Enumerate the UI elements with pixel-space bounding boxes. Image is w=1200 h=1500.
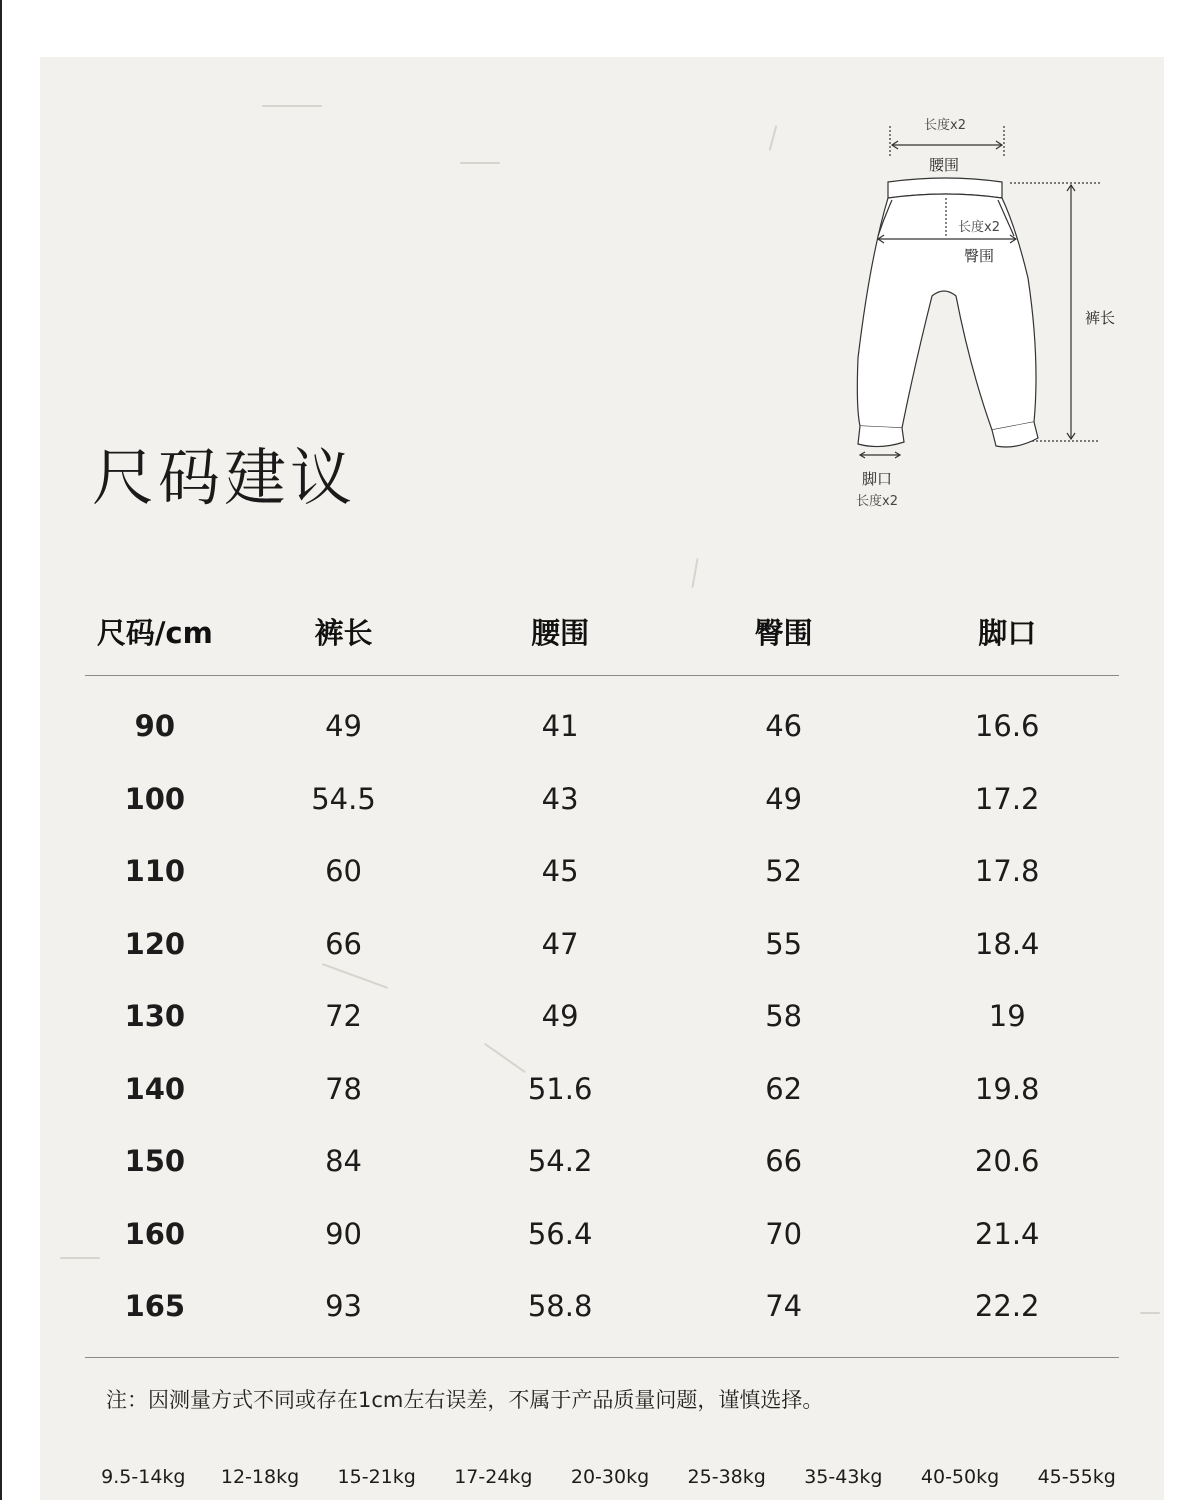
- paper-fleck: [1140, 1312, 1160, 1314]
- hip-label: 臀围: [964, 247, 995, 265]
- weight-range: 17-24kg: [454, 1466, 533, 1488]
- cell-hip: 74: [765, 1289, 803, 1324]
- table-row: [85, 1125, 1119, 1198]
- header-length: 裤长: [314, 616, 373, 650]
- paper-fleck: [262, 105, 322, 107]
- table-row: [85, 1198, 1119, 1271]
- cell-cuff: 21.4: [974, 1216, 1040, 1251]
- cell-hip: 70: [765, 1216, 803, 1251]
- cell-cuff: 18.4: [974, 926, 1040, 961]
- cell-size: 165: [124, 1289, 186, 1324]
- cell-hip: 46: [765, 709, 803, 744]
- length-label: 裤长: [1085, 309, 1116, 327]
- waist-measure-label: 长度x2: [924, 118, 966, 133]
- cell-length: 84: [325, 1144, 362, 1179]
- cell-size: 130: [124, 999, 186, 1034]
- table-row: [85, 908, 1119, 981]
- cell-length: 78: [325, 1071, 362, 1106]
- table-row: [85, 1270, 1119, 1343]
- hip-measure-label: 长度x2: [958, 220, 1000, 235]
- cell-length: 49: [325, 709, 362, 744]
- table-row: [85, 1053, 1119, 1126]
- weight-range: 15-21kg: [337, 1466, 416, 1488]
- page-left-border: [0, 0, 2, 1500]
- weight-range: 45-55kg: [1037, 1466, 1116, 1488]
- weight-range-row: [85, 1466, 1135, 1488]
- cell-waist: 41: [541, 709, 579, 744]
- cell-waist: 56.4: [527, 1216, 593, 1251]
- cell-waist: 47: [541, 926, 579, 961]
- paper-fleck: [691, 558, 698, 588]
- cell-hip: 55: [765, 926, 803, 961]
- cell-length: 93: [325, 1289, 362, 1324]
- size-table: [85, 600, 1119, 1358]
- cell-cuff: 17.2: [974, 781, 1040, 816]
- cell-size: 100: [124, 781, 186, 816]
- cell-length: 60: [325, 854, 362, 889]
- cell-hip: 58: [765, 999, 803, 1034]
- cell-length: 66: [325, 926, 362, 961]
- cell-cuff: 20.6: [974, 1144, 1040, 1179]
- cell-size: 90: [134, 709, 176, 744]
- cell-waist: 43: [541, 781, 579, 816]
- cell-length: 72: [325, 999, 362, 1034]
- paper-fleck: [460, 162, 500, 164]
- cell-waist: 45: [541, 854, 579, 889]
- cell-cuff: 19.8: [974, 1071, 1040, 1106]
- table-row: [85, 980, 1119, 1053]
- measurement-note: 注：因测量方式不同或存在1cm左右误差，不属于产品质量问题，谨慎选择。: [106, 1388, 824, 1412]
- cell-waist: 49: [541, 999, 579, 1034]
- cell-hip: 66: [765, 1144, 803, 1179]
- cell-size: 110: [124, 854, 186, 889]
- weight-range: 35-43kg: [804, 1466, 883, 1488]
- cell-hip: 52: [765, 854, 803, 889]
- weight-range: 25-38kg: [687, 1466, 766, 1488]
- cell-hip: 49: [765, 781, 803, 816]
- cell-waist: 51.6: [527, 1071, 593, 1106]
- header-size: 尺码/cm: [96, 616, 213, 650]
- header-hip: 臀围: [754, 616, 813, 650]
- cell-length: 90: [325, 1216, 362, 1251]
- header-waist: 腰围: [531, 616, 590, 650]
- weight-range: 40-50kg: [920, 1466, 1000, 1488]
- cell-size: 160: [124, 1216, 186, 1251]
- page-title: 尺码建议: [92, 441, 357, 514]
- cell-waist: 58.8: [527, 1289, 593, 1324]
- cell-cuff: 19: [988, 999, 1026, 1034]
- cell-cuff: 16.6: [974, 709, 1040, 744]
- table-bottom-rule: [85, 1357, 1119, 1358]
- table-body: [85, 676, 1119, 1357]
- table-row: [85, 763, 1119, 836]
- cuff-measure-label: 长度x2: [856, 494, 898, 509]
- table-row: [85, 835, 1119, 908]
- table-row: [85, 690, 1119, 763]
- header-cuff: 脚口: [978, 616, 1037, 650]
- cell-length: 54.5: [311, 781, 376, 816]
- cell-waist: 54.2: [527, 1144, 593, 1179]
- table-header-row: [85, 600, 1119, 663]
- pants-measurement-diagram: [840, 108, 1140, 518]
- cell-cuff: 17.8: [974, 854, 1040, 889]
- cell-cuff: 22.2: [974, 1289, 1040, 1324]
- weight-range: 12-18kg: [220, 1466, 300, 1488]
- paper-fleck: [769, 125, 778, 151]
- cuff-label: 脚口: [862, 470, 893, 488]
- cell-hip: 62: [765, 1071, 803, 1106]
- weight-range: 9.5-14kg: [101, 1466, 186, 1488]
- cell-size: 140: [124, 1071, 186, 1106]
- weight-range: 20-30kg: [570, 1466, 650, 1488]
- waist-label: 腰围: [929, 156, 960, 174]
- cell-size: 150: [124, 1144, 186, 1179]
- cell-size: 120: [124, 926, 186, 961]
